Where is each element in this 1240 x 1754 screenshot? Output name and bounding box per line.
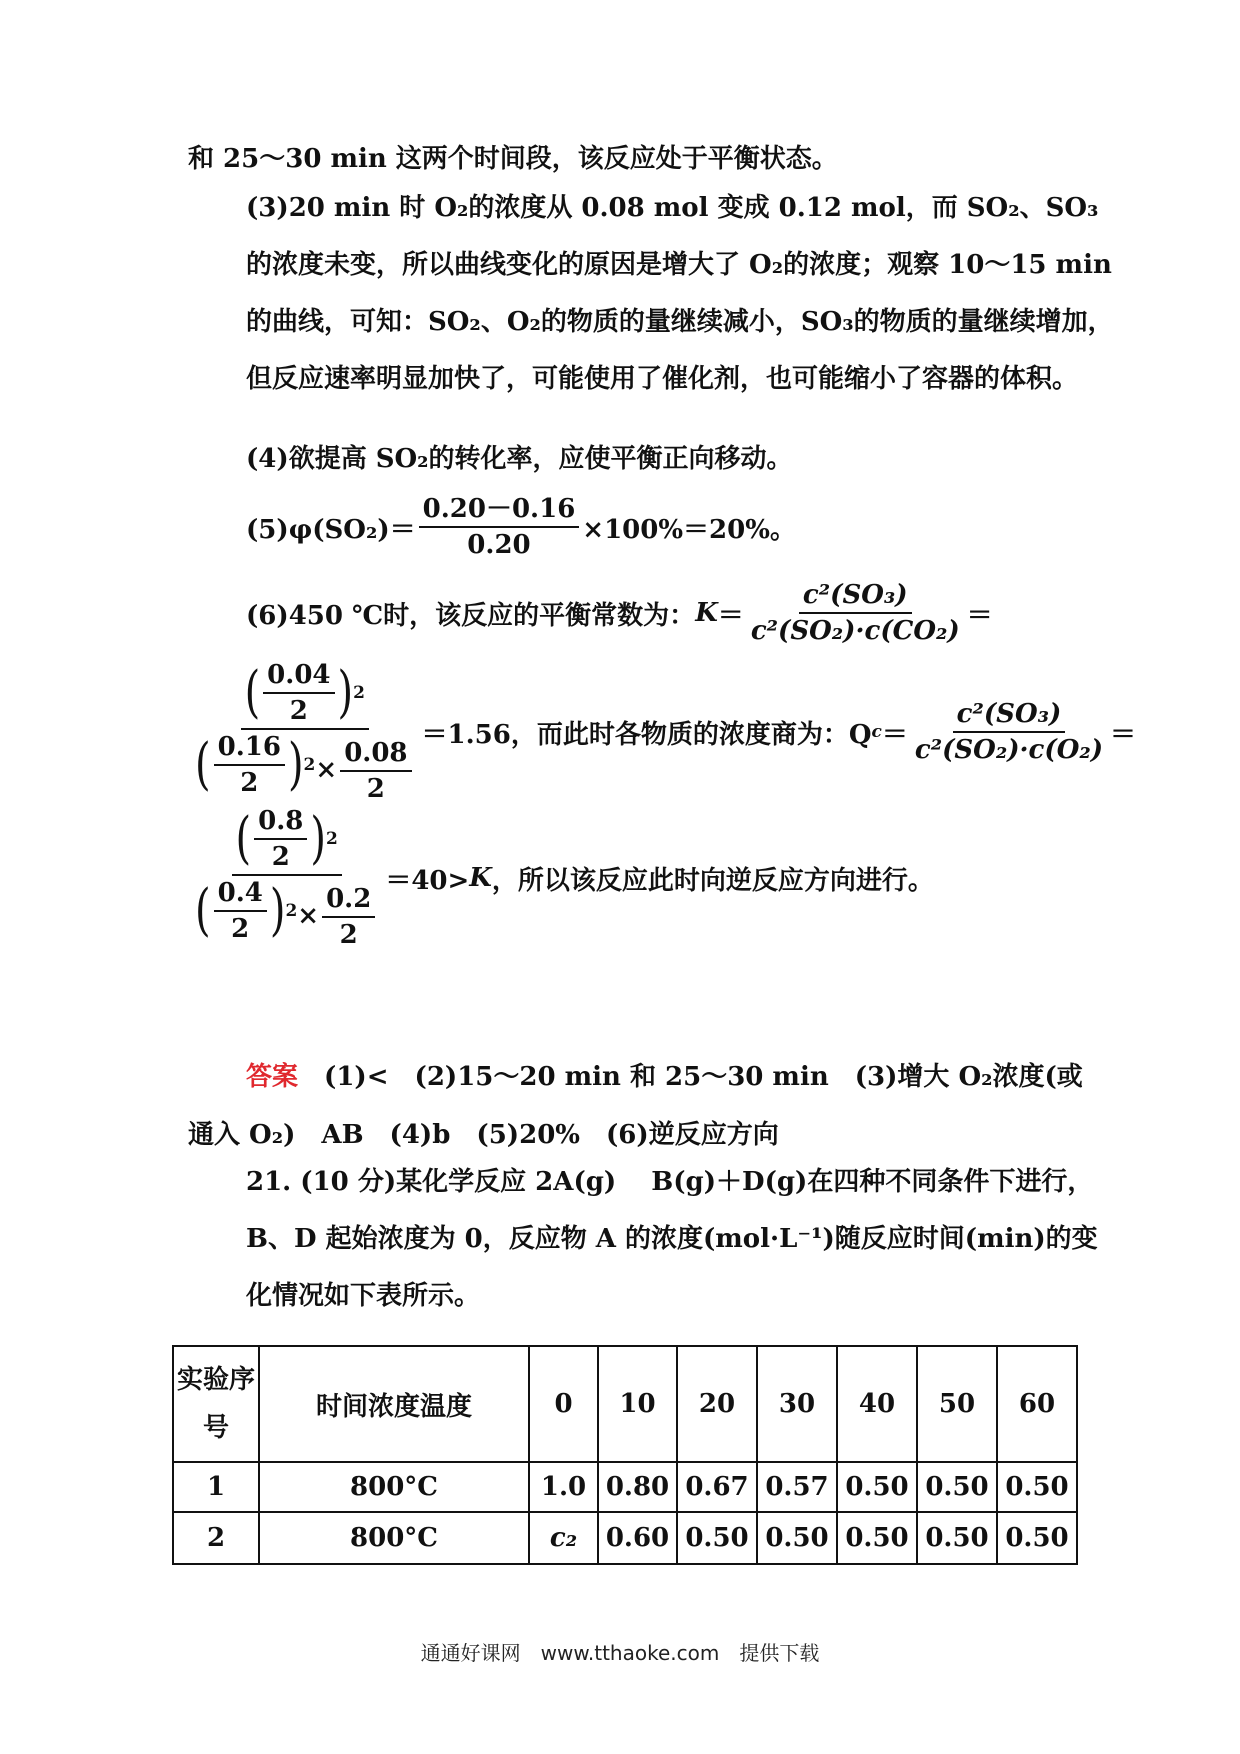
calc2-a-den: 2 — [231, 914, 250, 944]
calc2-a-paren: ( $\frac{0.4}{2}$ ) 2 — [195, 878, 298, 944]
row1-v20: 0.67 — [677, 1462, 757, 1512]
header-time-40: 40 — [837, 1346, 917, 1462]
answer-text-1: (1)< (2)15～20 min 和 25～30 min (3)增大 O₂浓度(或 — [324, 1062, 1083, 1092]
calc2-big-denominator: ( $\frac{0.4}{2}$ ) 2 × $\frac{0.2}{2}$ — [191, 876, 382, 950]
calc1-eq: ＝ — [881, 719, 908, 750]
row2-v10: 0.60 — [598, 1512, 677, 1564]
calc1-tail: ＝ — [1110, 719, 1137, 750]
formula-6-prefix: (6)450 ℃时，该反应的平衡常数为： — [246, 600, 696, 631]
calc2-b-fraction — [322, 884, 375, 950]
calc2-result: ＝40> — [385, 865, 470, 896]
calc1-b-fraction — [340, 738, 411, 804]
formula-6-k: K — [695, 598, 718, 628]
calc2-big-numerator — [232, 806, 342, 876]
paragraph-4: (4)欲提高 SO₂的转化率，应使平衡正向移动。 — [246, 444, 793, 474]
calc1-top-num: 0.04 — [263, 660, 334, 694]
calc1-a-paren: ( $\frac{0.16}{2}$ ) 2 — [195, 732, 316, 798]
calc2-a-fraction — [214, 878, 267, 944]
row2-v20: 0.50 — [677, 1512, 757, 1564]
calc1-a-den: 2 — [240, 768, 259, 798]
calc1-q-numerator: c²(SO₃) — [953, 699, 1066, 733]
calc1-result: ＝1.56，而此时各物质的浓度商为：Q — [421, 719, 872, 750]
row1-no: 1 — [173, 1462, 259, 1512]
calculation-2 — [188, 806, 934, 950]
formula-5 — [188, 494, 796, 560]
row2-v40: 0.50 — [837, 1512, 917, 1564]
calc1-top-paren: ( $\frac{0.04}{2}$ ) 2 — [244, 660, 365, 726]
calc1-big-numerator — [241, 660, 369, 730]
calculation-1: ( $\frac{0.04}{2}$ ) 2 ( $\frac{0.16}{2}$ ) 2 × $\frac{0.08}{2}$ ＝1.56，而此时各物质的浓度商为：Q c ＝ $\frac{\text{c²(SO₃)}}{\text{c²(SO₂)·c(O₂)}}$ ＝ — [188, 660, 1136, 804]
row1-temp: 800°C — [259, 1462, 529, 1512]
table-header-row — [173, 1346, 1077, 1462]
answer-line-1 — [188, 1056, 1083, 1093]
row1-v0: 1.0 — [529, 1462, 598, 1512]
row2-v60: 0.50 — [997, 1512, 1077, 1564]
calc1-b-num: 0.08 — [340, 738, 411, 772]
header-time-0: 0 — [529, 1346, 598, 1462]
calc2-rest: ，所以该反应此时向逆反应方向进行。 — [491, 865, 934, 896]
formula-5-denominator: 0.20 — [467, 530, 531, 560]
header-experiment-no: 实验序号 — [173, 1346, 259, 1462]
row2-v0: c₂ — [529, 1512, 598, 1564]
calc1-top-fraction — [263, 660, 334, 726]
calc1-big-fraction — [191, 660, 419, 804]
calc2-b-num: 0.2 — [322, 884, 375, 918]
header-condition: 时间浓度温度 — [259, 1346, 529, 1462]
calc1-a-fraction — [214, 732, 285, 798]
calc1-q-fraction — [911, 699, 1107, 765]
calc2-a-num: 0.4 — [214, 878, 267, 912]
table-row — [173, 1462, 1077, 1512]
question-21: 21. (10 分)某化学反应 2A(g) B(g)＋D(g)在四种不同条件下进行，B、D 起始浓度为 0，反应物 A 的浓度(mol·L⁻¹)随反应时间(min)的变化情况如下表所示。 — [246, 1167, 1098, 1311]
calc2-top-num: 0.8 — [254, 806, 307, 840]
row1-v60: 0.50 — [997, 1462, 1077, 1512]
calc2-top-den: 2 — [271, 842, 290, 872]
row2-temp: 800°C — [259, 1512, 529, 1564]
header-time-20: 20 — [677, 1346, 757, 1462]
answer-line-2: 通入 O₂) AB (4)b (5)20% (6)逆反应方向 — [188, 1120, 779, 1150]
calc1-big-denominator: ( $\frac{0.16}{2}$ ) 2 × $\frac{0.08}{2}$ — [191, 730, 419, 804]
formula-6 — [188, 580, 993, 646]
calc1-q-denominator: c²(SO₂)·c(O₂) — [914, 735, 1104, 765]
text-line-1: 和 25～30 min 这两个时间段，该反应处于平衡状态。 — [188, 144, 838, 174]
formula-5-fraction — [419, 494, 580, 560]
header-time-30: 30 — [757, 1346, 837, 1462]
calc1-b-den: 2 — [366, 774, 385, 804]
formula-6-tail: ＝ — [966, 600, 993, 631]
formula-6-denominator: c²(SO₂)·c(CO₂) — [750, 616, 960, 646]
page-footer: 通通好课网 www.tthaoke.com 提供下载 — [420, 1641, 820, 1665]
calc2-big-fraction — [191, 806, 382, 950]
formula-6-eq: ＝ — [717, 600, 744, 631]
row1-v50: 0.50 — [917, 1462, 997, 1512]
formula-5-numerator: 0.20－0.16 — [419, 494, 580, 528]
row2-v50: 0.50 — [917, 1512, 997, 1564]
answer-label: 答案 — [246, 1062, 299, 1092]
row2-no: 2 — [173, 1512, 259, 1564]
formula-6-fraction — [747, 580, 964, 646]
calc2-top-paren: ( $\frac{0.8}{2}$ ) 2 — [235, 806, 338, 872]
calc2-top-fraction — [254, 806, 307, 872]
header-time-50: 50 — [917, 1346, 997, 1462]
row1-v10: 0.80 — [598, 1462, 677, 1512]
data-table — [172, 1345, 1078, 1565]
formula-6-numerator: c²(SO₃) — [799, 580, 912, 614]
calc2-k: K — [469, 863, 492, 893]
table-row — [173, 1512, 1077, 1564]
row1-v40: 0.50 — [837, 1462, 917, 1512]
calc1-a-num: 0.16 — [214, 732, 285, 766]
row2-v30: 0.50 — [757, 1512, 837, 1564]
calc1-top-den: 2 — [289, 696, 308, 726]
calc2-b-den: 2 — [339, 920, 358, 950]
header-time-60: 60 — [997, 1346, 1077, 1462]
header-time-10: 10 — [598, 1346, 677, 1462]
formula-5-prefix: (5)φ(SO₂)＝ — [246, 514, 416, 545]
row1-v30: 0.57 — [757, 1462, 837, 1512]
paragraph-3: (3)20 min 时 O₂的浓度从 0.08 mol 变成 0.12 mol，而 SO₂、SO₃的浓度未变，所以曲线变化的原因是增大了 O₂的浓度；观察 10～15 min 的曲线，可知：SO₂、O₂的物质的量继续减小，SO₃的物质的量继续增加，但反应速率明显加快了，可能使用了催化剂，也可能缩小了容器的体积。 — [246, 193, 1114, 394]
formula-5-suffix: ×100%＝20%。 — [582, 514, 796, 545]
